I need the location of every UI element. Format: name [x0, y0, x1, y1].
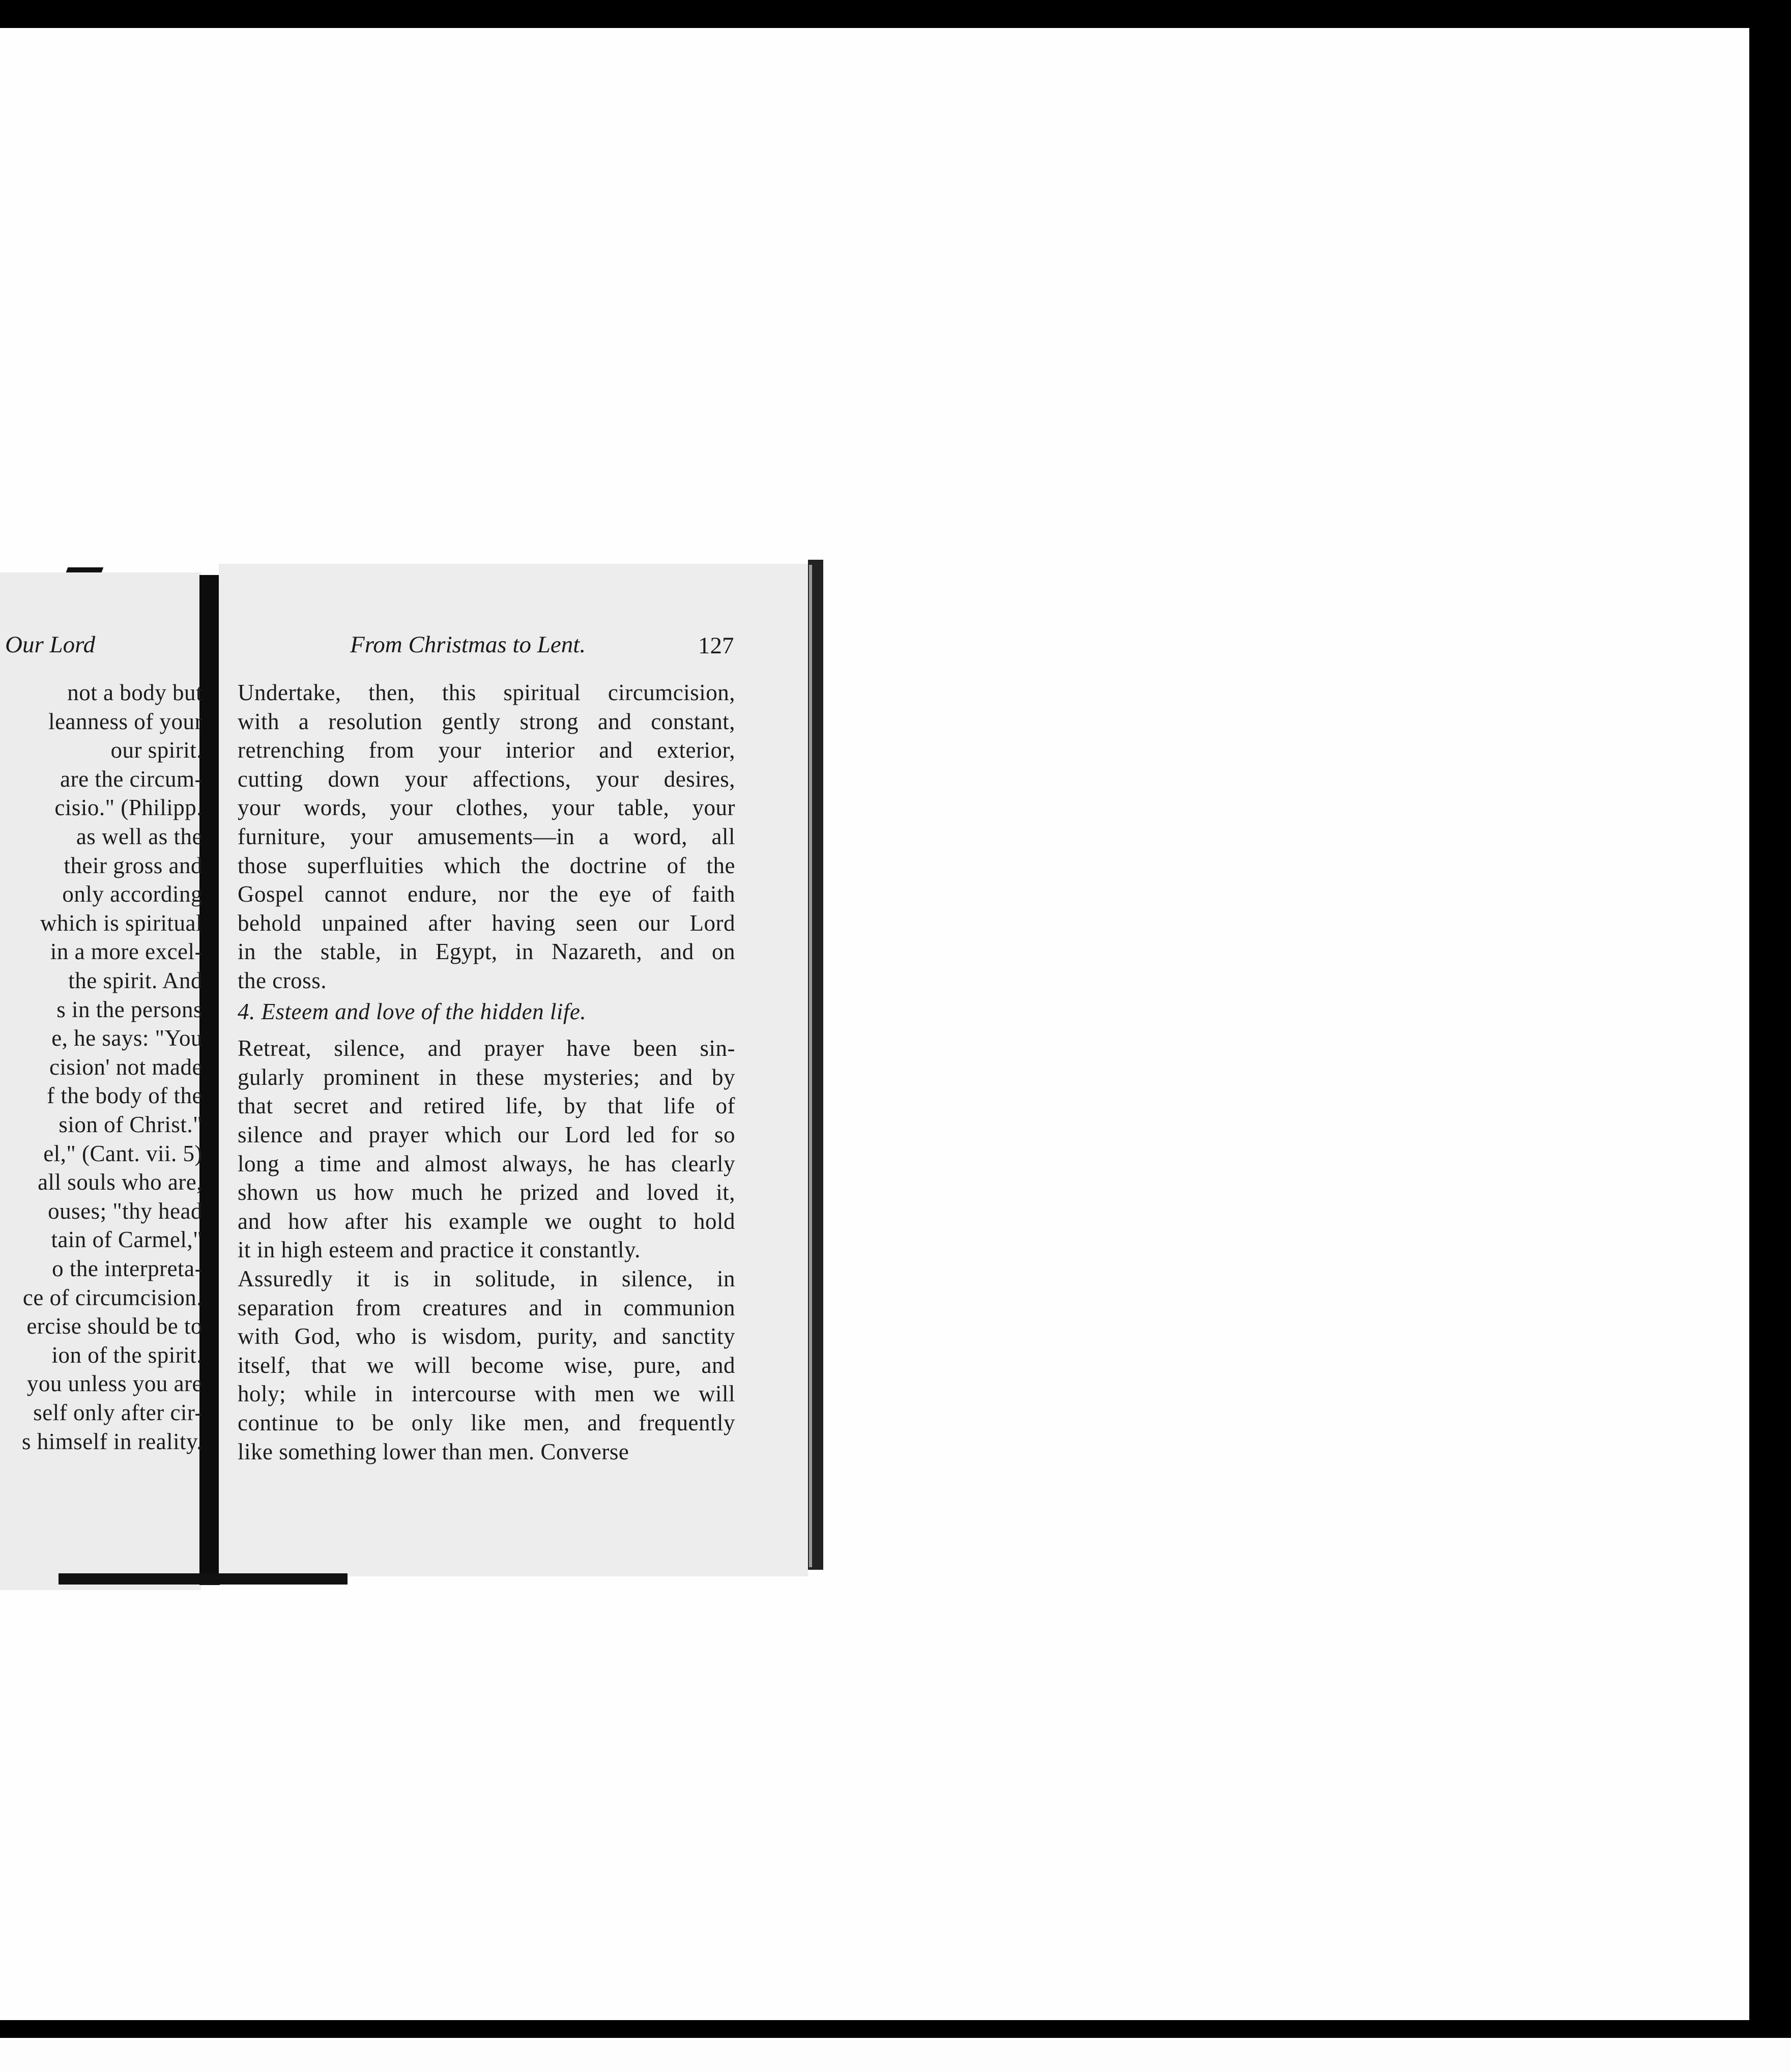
film-next-frame [0, 2038, 1791, 2072]
book-bottom-edge [59, 1573, 348, 1585]
film-border-right [1749, 0, 1791, 2072]
text-line: Assuredly it is in solitude, in silence, in [238, 1266, 735, 1291]
text-line: tain of Carmel," [51, 1227, 203, 1253]
text-line: only according [62, 881, 203, 907]
text-line: behold unpained after having seen our Lord [238, 910, 735, 936]
text-line: itself, that we will become wise, pure, and [238, 1352, 735, 1378]
text-line: ce of circumcision. [22, 1284, 203, 1310]
text-line: you unless you are [26, 1371, 203, 1397]
text-line: silence and prayer which our Lord led for so [238, 1122, 735, 1147]
text-line: our spirit. [110, 737, 203, 763]
text-line: furniture, your amusements—in a word, all [238, 824, 735, 849]
text-line: Retreat, silence, and prayer have been sin- [238, 1035, 735, 1061]
page-number: 127 [698, 632, 734, 659]
text-line: shown us how much he prized and loved it, [238, 1179, 735, 1205]
text-line: ion of the spirit. [51, 1342, 203, 1368]
text-line: like something lower than men. Converse [238, 1438, 629, 1464]
text-line: in a more excel- [50, 939, 203, 965]
text-line: e, he says: "You [51, 1025, 203, 1051]
text-line: in the stable, in Egypt, in Nazareth, and on [238, 939, 735, 965]
text-line: continue to be only like men, and frequently [238, 1410, 735, 1435]
text-line: your words, your clothes, your table, your [238, 795, 735, 821]
text-line: the spirit. And [68, 968, 203, 993]
right-page-edge-highlight [809, 565, 812, 1567]
text-line: not a body but [67, 680, 203, 705]
text-line: their gross and [64, 852, 203, 878]
text-line: all souls who are, [38, 1169, 203, 1195]
text-line: those superfluities which the doctrine of the [238, 852, 735, 878]
text-line: el," (Cant. vii. 5) [43, 1140, 203, 1166]
text-line: that secret and retired life, by that life of [238, 1093, 735, 1119]
text-line: Gospel cannot endure, nor the eye of faith [238, 881, 735, 907]
text-line: retrenching from your interior and exterior, [238, 737, 735, 763]
book-gutter [199, 575, 220, 1585]
text-line: the cross. [238, 968, 327, 993]
text-line: are the circum- [60, 766, 203, 792]
text-line: holy; while in intercourse with men we will [238, 1381, 735, 1407]
text-line: which is spiritual [40, 910, 203, 936]
text-line: ouses; "thy head [48, 1198, 203, 1224]
text-line: as well as the [76, 824, 203, 849]
text-line: f the body of the [47, 1083, 203, 1109]
text-line: long a time and almost always, he has clearly [238, 1150, 735, 1176]
text-line: cutting down your affections, your desires, [238, 766, 735, 792]
section-heading: 4. Esteem and love of the hidden life. [238, 998, 587, 1024]
text-line: ercise should be to [26, 1313, 203, 1339]
text-line: self only after cir- [33, 1400, 203, 1425]
text-line: gularly prominent in these mysteries; and by [238, 1064, 735, 1090]
text-line: cisio." (Philipp. [54, 795, 203, 821]
text-line: separation from creatures and in communion [238, 1294, 735, 1320]
film-border-bottom [0, 2020, 1791, 2038]
text-line: cision' not made [49, 1054, 203, 1080]
text-line: leanness of your [48, 708, 203, 734]
right-running-head: From Christmas to Lent. [350, 631, 586, 658]
text-line: o the interpreta- [52, 1256, 203, 1281]
text-line: and how after his example we ought to hold [238, 1208, 735, 1234]
left-running-head: Our Lord [5, 631, 96, 658]
text-line: with God, who is wisdom, purity, and sanctity [238, 1323, 735, 1349]
text-line: s in the persons [56, 996, 203, 1022]
text-line: it in high esteem and practice it constantly. [238, 1237, 641, 1263]
text-line: Undertake, then, this spiritual circumcision, [238, 680, 735, 705]
text-line: sion of Christ." [59, 1112, 203, 1137]
text-line: s himself in reality. [21, 1428, 203, 1454]
film-border-top [0, 0, 1791, 28]
text-line: with a resolution gently strong and constant, [238, 708, 735, 734]
